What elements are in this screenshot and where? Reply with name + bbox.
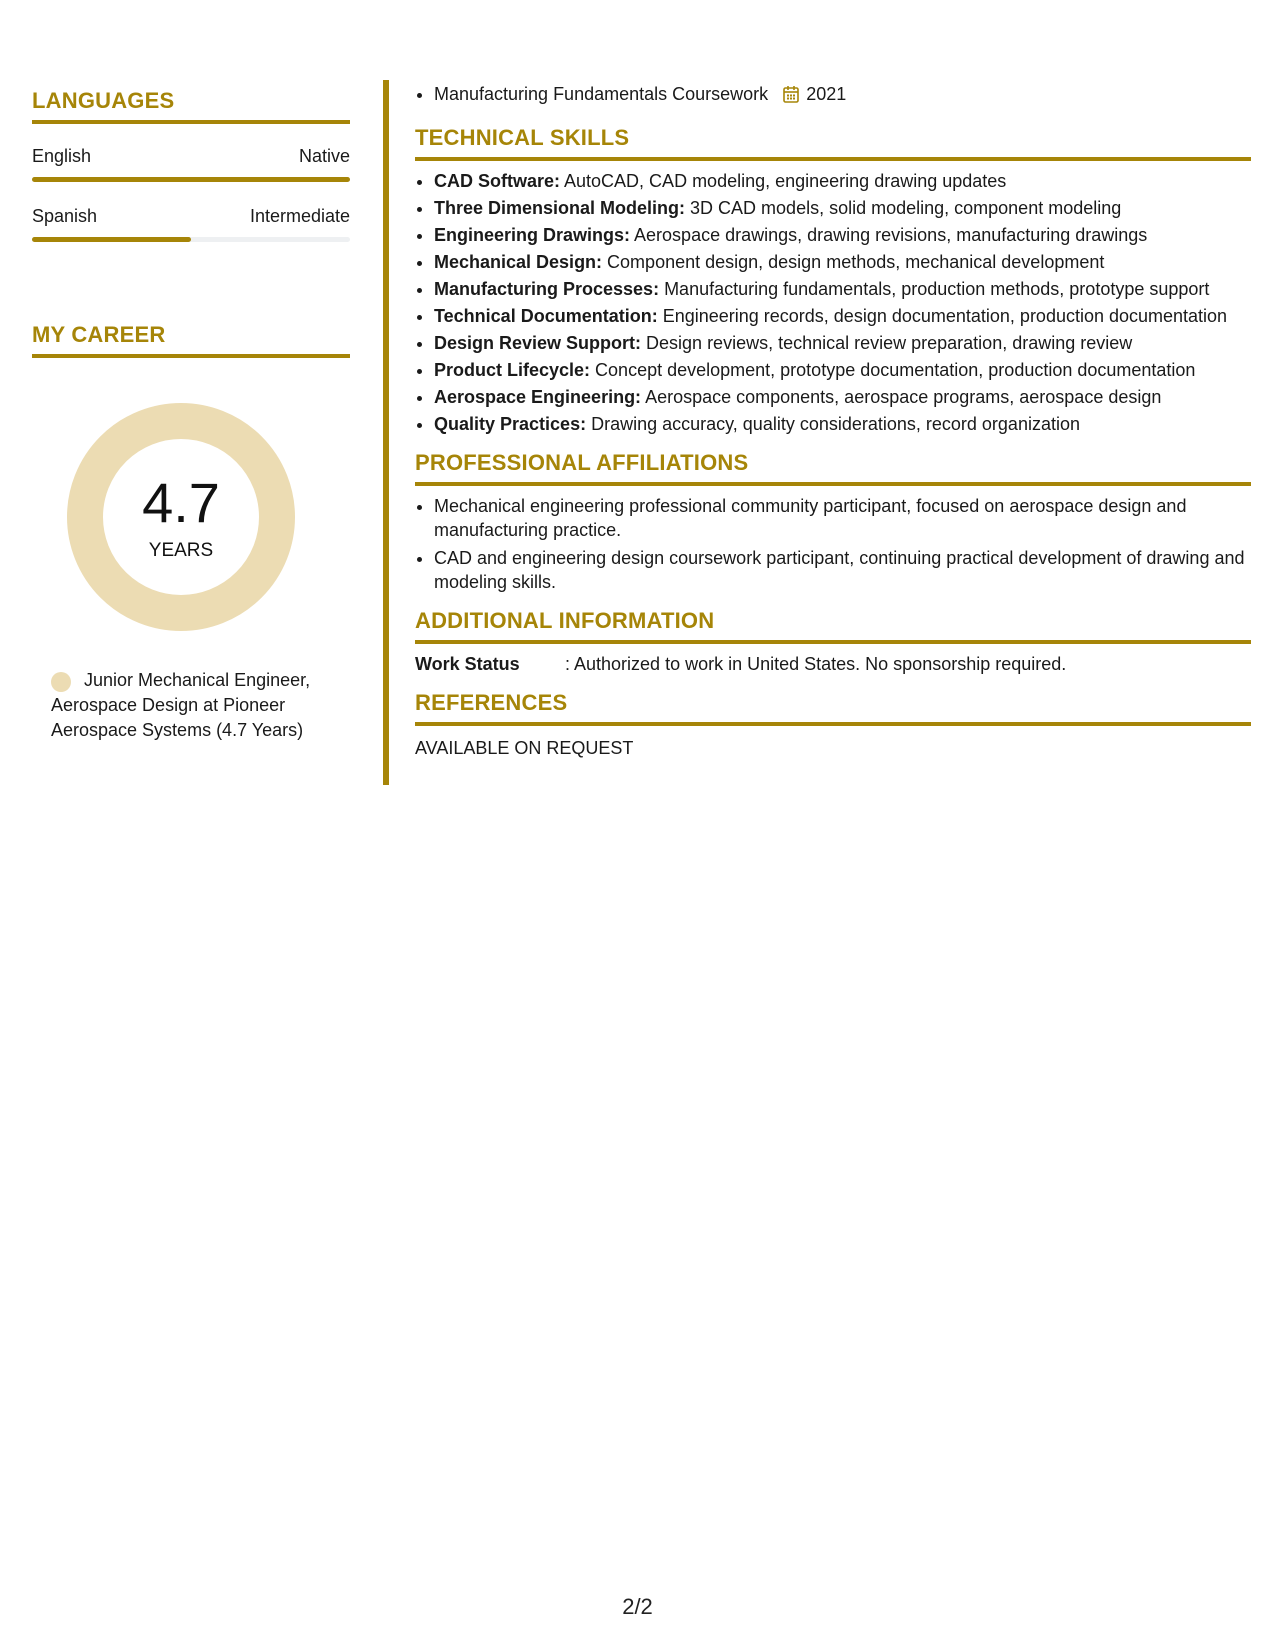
technical-skills-section (415, 125, 1251, 436)
technical-skills-title: TECHNICAL SKILLS (415, 125, 1251, 161)
skill-label: Technical Documentation: (434, 306, 658, 326)
affiliation-item: • Mechanical engineering professional community participant, focused on aerospace design and manufacturing practice. (434, 494, 1251, 542)
skill-label: CAD Software: (434, 171, 561, 191)
course-year: 2021 (806, 84, 847, 104)
skill-label: Manufacturing Processes: (434, 279, 660, 299)
skill-label: Mechanical Design: (434, 252, 603, 272)
skill-text: Engineering records, design documentation, production documentation (657, 306, 1228, 326)
course-name: Manufacturing Fundamentals Coursework (434, 84, 769, 104)
skill-label: Three Dimensional Modeling: (434, 198, 686, 218)
work-status-label: Work Status (415, 654, 520, 674)
work-status-row (415, 652, 1251, 676)
skill-text: Aerospace components, aerospace programs, aerospace design (641, 387, 1162, 407)
additional-info-section (415, 608, 1251, 676)
skill-text: Design reviews, technical review preparation, drawing review (641, 333, 1133, 353)
page-number: 2/2 (622, 1594, 653, 1619)
skill-item (434, 196, 1251, 220)
additional-info-title: ADDITIONAL INFORMATION (415, 608, 1251, 644)
references-title: REFERENCES (415, 690, 1251, 726)
skill-item (434, 358, 1251, 382)
skill-item (434, 223, 1251, 247)
skill-label: Engineering Drawings: (434, 225, 631, 245)
references-section (415, 690, 1251, 762)
career-dot-icon (51, 672, 71, 692)
skills-list (415, 169, 1251, 436)
skill-text: AutoCAD, CAD modeling, engineering drawing updates (560, 171, 1007, 191)
skill-label: Design Review Support: (434, 333, 642, 353)
skill-text: Manufacturing fundamentals, production methods, prototype support (659, 279, 1210, 299)
career-item-text: Junior Mechanical Engineer, Aerospace Design at Pioneer Aerospace Systems (4.7 Years) (51, 670, 311, 740)
language-name: English (32, 146, 92, 166)
skill-label: Product Lifecycle: (434, 360, 591, 380)
left-column (32, 88, 350, 743)
career-donut (66, 402, 296, 632)
calendar-icon (783, 83, 799, 111)
skill-item (434, 304, 1251, 328)
language-item (32, 206, 350, 242)
language-proficiency-bar (32, 237, 350, 242)
right-column (415, 80, 1251, 762)
affiliations-title: PROFESSIONAL AFFILIATIONS (415, 450, 1251, 486)
career-years-unit: YEARS (148, 540, 214, 561)
affiliation-item: • CAD and engineering design coursework participant, continuing practical development of drawing and modeling skills. (434, 546, 1251, 594)
skill-text: Drawing accuracy, quality considerations, record organization (586, 414, 1080, 434)
skill-text: Concept development, prototype documentation, production documentation (590, 360, 1196, 380)
course-item (434, 80, 1251, 111)
language-proficiency-fill (32, 237, 191, 242)
career-title: MY CAREER (32, 322, 350, 358)
skill-item (434, 250, 1251, 274)
affiliations-list (415, 494, 1251, 594)
career-total-years: 4.7 (142, 471, 220, 534)
skill-text: Aerospace drawings, drawing revisions, manufacturing drawings (630, 225, 1148, 245)
course-list (415, 80, 1251, 111)
skill-label: Aerospace Engineering: (434, 387, 642, 407)
skill-item (434, 169, 1251, 193)
skill-item (434, 277, 1251, 301)
language-level: Native (298, 146, 350, 166)
language-proficiency-fill (32, 177, 350, 182)
skill-label: Quality Practices: (434, 414, 587, 434)
career-item (51, 668, 341, 743)
language-proficiency-bar (32, 177, 350, 182)
language-name: Spanish (32, 206, 98, 226)
column-divider (383, 80, 389, 785)
skill-text: 3D CAD models, solid modeling, component modeling (685, 198, 1122, 218)
affiliations-section (415, 450, 1251, 594)
references-text: AVAILABLE ON REQUEST (415, 738, 634, 758)
skill-item (434, 331, 1251, 355)
language-item (32, 146, 350, 182)
skill-text: Component design, design methods, mechanical development (602, 252, 1105, 272)
language-level: Intermediate (249, 206, 350, 226)
work-status-value: : Authorized to work in United States. No sponsorship required. (565, 654, 1067, 674)
skill-item (434, 385, 1251, 409)
languages-title: LANGUAGES (32, 88, 350, 124)
skill-item (434, 412, 1251, 436)
